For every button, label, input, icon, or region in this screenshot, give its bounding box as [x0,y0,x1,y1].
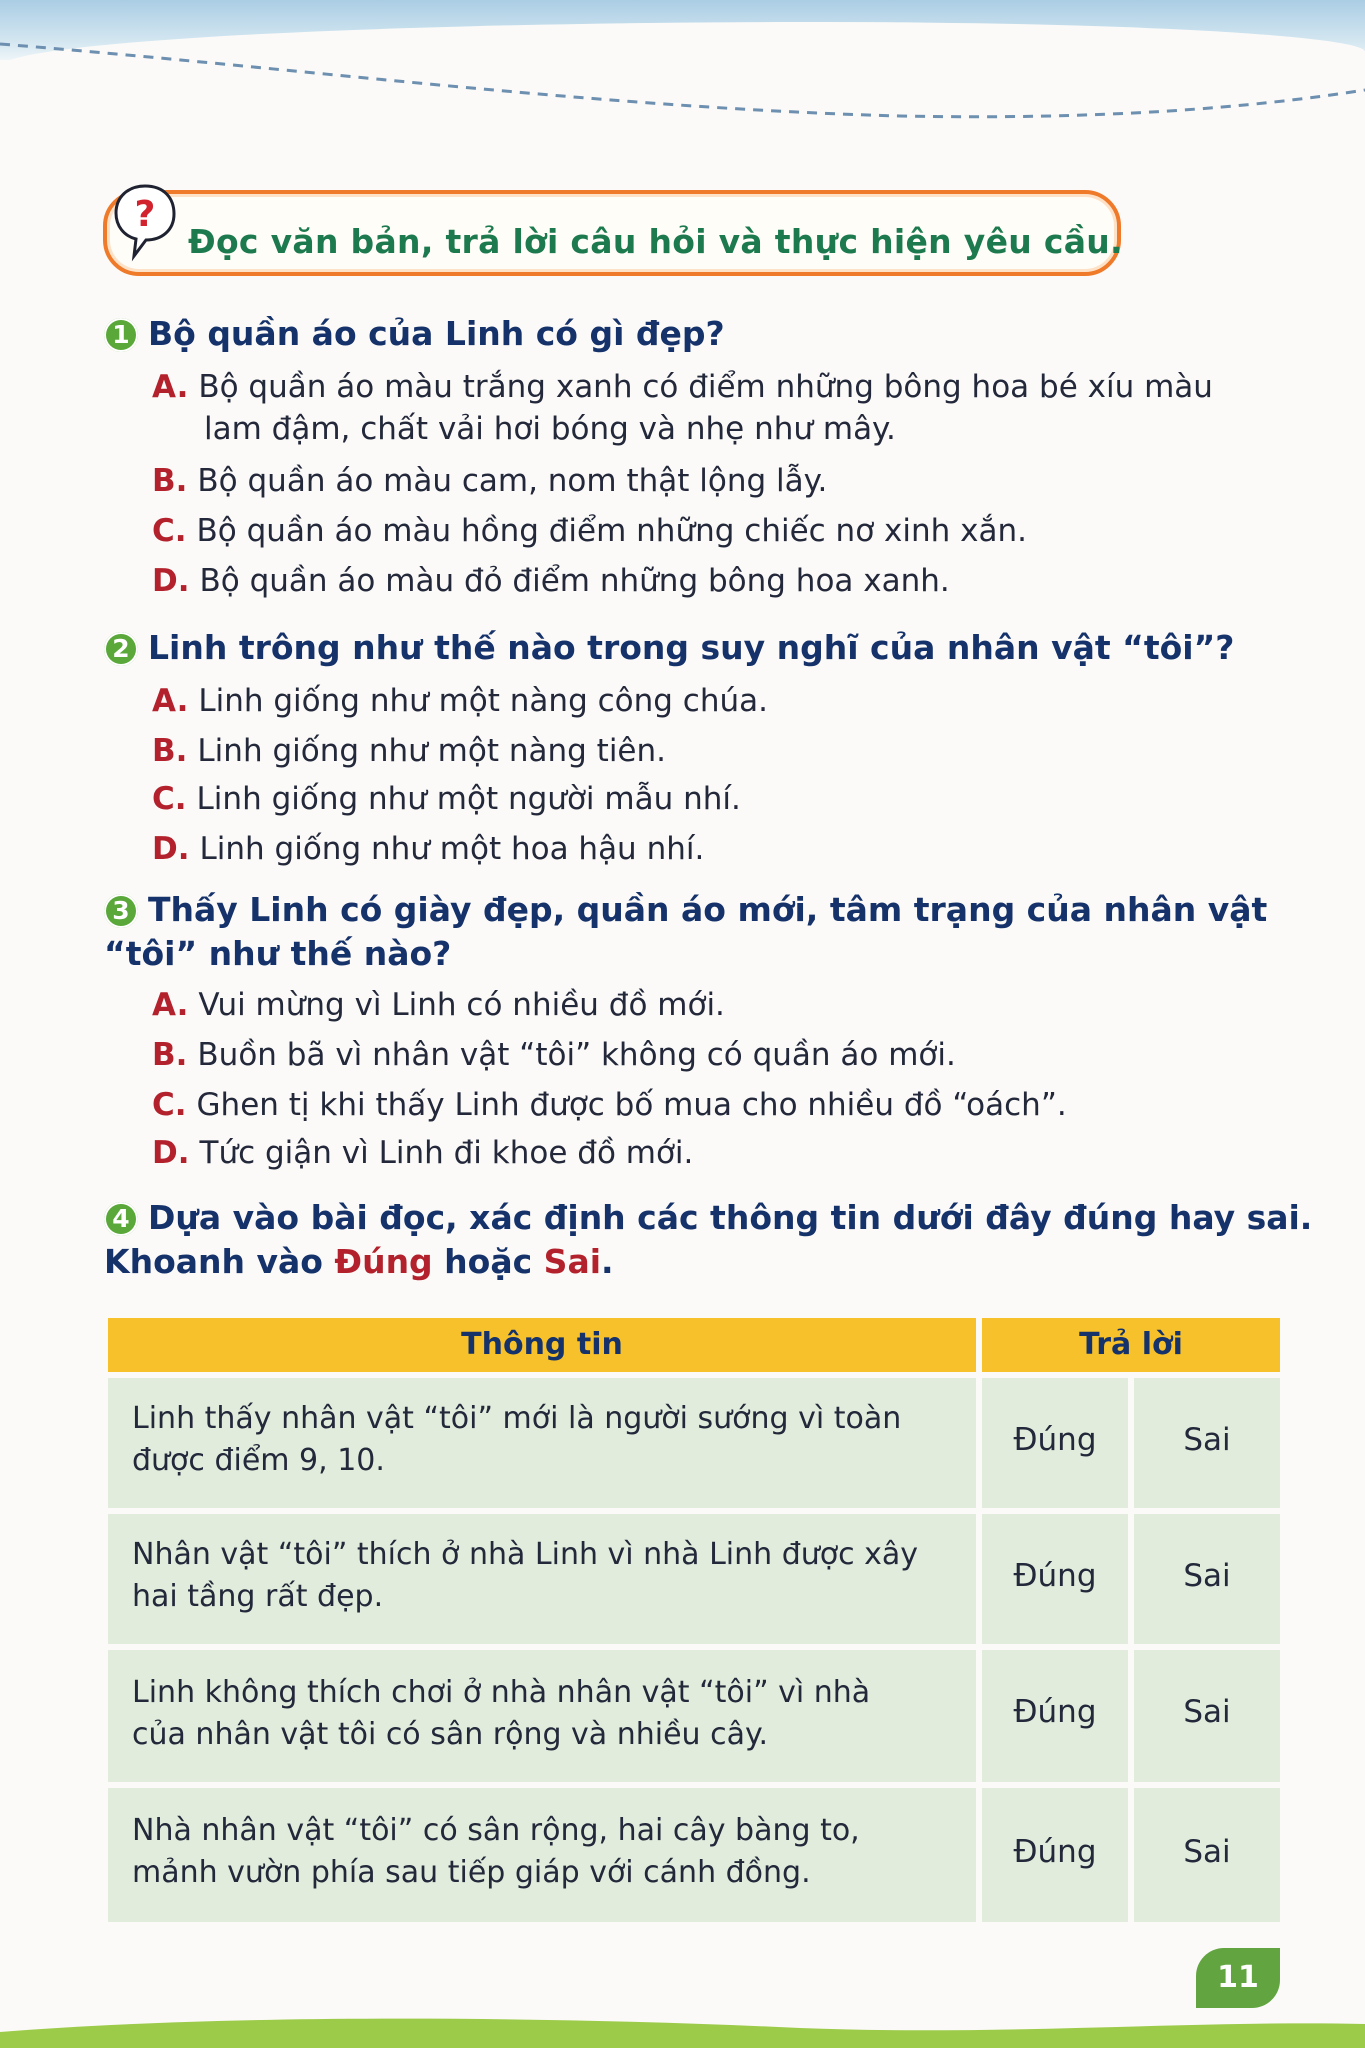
table-header-info: Thông tin [108,1318,976,1372]
table-row: Linh thấy nhân vật “tôi” mới là người sướng vì toàn được điểm 9, 10. [108,1378,976,1508]
table-row: Linh không thích chơi ở nhà nhân vật “tôi” vì nhà của nhân vật tôi có sân rộng và nhiều cây. [108,1650,976,1782]
q2-option-b: B. Linh giống như một nàng tiên. [152,733,667,769]
answer-false-3[interactable]: Sai [1134,1650,1280,1782]
table-row: Nhà nhân vật “tôi” có sân rộng, hai cây bàng to, mảnh vườn phía sau tiếp giáp với cánh đồng. [108,1788,976,1922]
q2-option-a: A. Linh giống như một nàng công chúa. [152,683,768,719]
page-number: 11 [1196,1948,1280,2008]
question-4-text: Dựa vào bài đọc, xác định các thông tin dưới đây đúng hay sai. [148,1198,1313,1237]
answer-true-1[interactable]: Đúng [982,1378,1128,1508]
instruction-text: Đọc văn bản, trả lời câu hỏi và thực hiện yêu cầu. [188,222,1123,261]
q3-option-c: C. Ghen tị khi thấy Linh được bố mua cho nhiều đồ “oách”. [152,1087,1067,1123]
q1-option-c: C. Bộ quần áo màu hồng điểm những chiếc nơ xinh xắn. [152,513,1027,549]
answer-false-2[interactable]: Sai [1134,1514,1280,1644]
dashed-divider [0,38,1365,138]
q1-option-a: A. Bộ quần áo màu trắng xanh có điểm những bông hoa bé xíu màu [152,369,1213,405]
q1-option-a-cont: lam đậm, chất vải hơi bóng và nhẹ như mây. [204,411,896,447]
question-number-2: 2 [104,632,138,666]
q2-option-d: D. Linh giống như một hoa hậu nhí. [152,831,705,867]
true-word: Đúng [334,1242,433,1281]
q3-option-d: D. Tức giận vì Linh đi khoe đồ mới. [152,1135,694,1171]
answer-false-4[interactable]: Sai [1134,1788,1280,1922]
q2-option-c: C. Linh giống như một người mẫu nhí. [152,781,741,817]
question-bubble-icon [112,182,178,262]
question-4-text-cont: Khoanh vào Đúng hoặc Sai. [104,1242,614,1281]
bottom-decoration [0,2010,1365,2048]
question-3 [104,888,1267,932]
question-number-3: 3 [104,894,138,928]
question-3-text: Thấy Linh có giày đẹp, quần áo mới, tâm trạng của nhân vật [148,890,1268,929]
answer-true-3[interactable]: Đúng [982,1650,1128,1782]
q3-option-b: B. Buồn bã vì nhân vật “tôi” không có quần áo mới. [152,1037,956,1073]
question-number-4: 4 [104,1202,138,1236]
q1-option-d: D. Bộ quần áo màu đỏ điểm những bông hoa xanh. [152,563,950,599]
table-header-answer: Trả lời [982,1318,1280,1372]
answer-true-2[interactable]: Đúng [982,1514,1128,1644]
false-word: Sai [543,1242,602,1281]
q3-option-a: A. Vui mừng vì Linh có nhiều đồ mới. [152,987,725,1023]
question-1 [104,312,725,356]
answer-true-4[interactable]: Đúng [982,1788,1128,1922]
question-1-text: Bộ quần áo của Linh có gì đẹp? [148,314,725,353]
question-3-text-cont: “tôi” như thế nào? [104,934,452,973]
q1-option-b: B. Bộ quần áo màu cam, nom thật lộng lẫy. [152,463,828,499]
question-2 [104,626,1234,670]
answer-false-1[interactable]: Sai [1134,1378,1280,1508]
svg-text:?: ? [134,194,156,235]
question-2-text: Linh trông như thế nào trong suy nghĩ của nhân vật “tôi”? [148,628,1235,667]
table-row: Nhân vật “tôi” thích ở nhà Linh vì nhà Linh được xây hai tầng rất đẹp. [108,1514,976,1644]
question-4 [104,1196,1312,1240]
question-number-1: 1 [104,318,138,352]
